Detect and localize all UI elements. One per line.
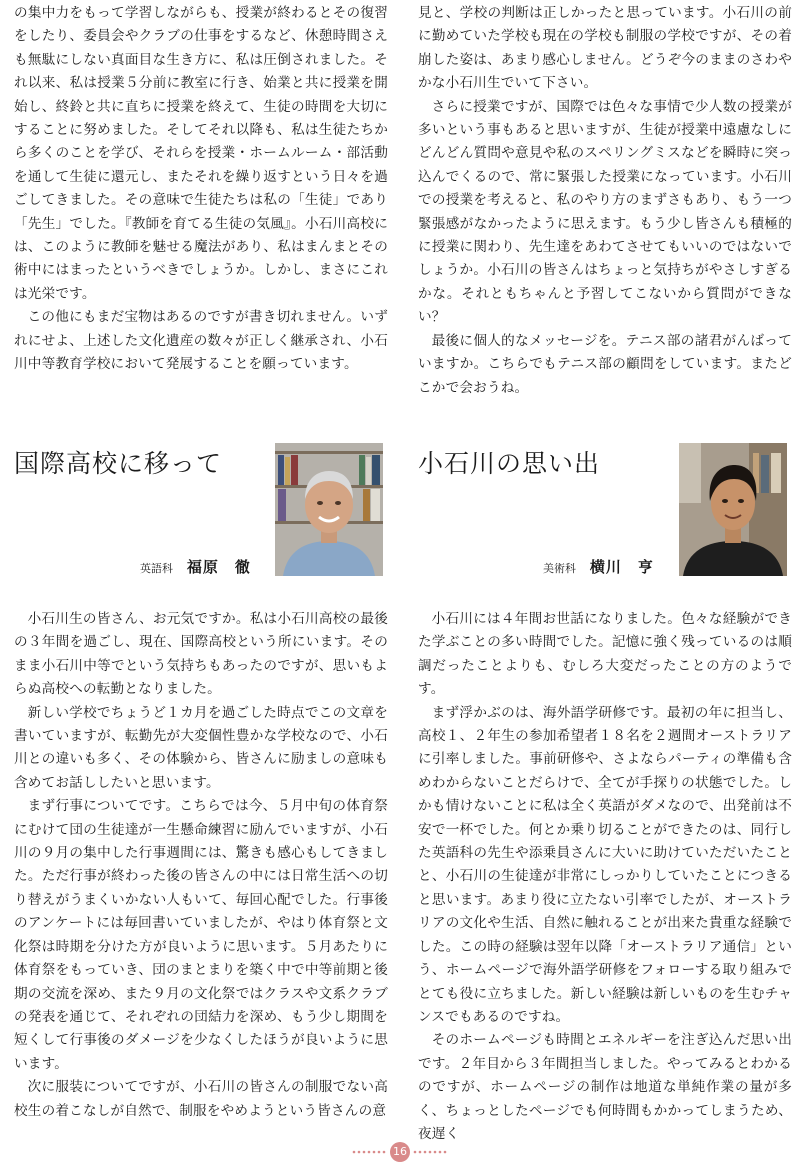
paragraph: 次に服装についてですが、小石川の皆さんの制服でない高校生の着こなしが自然で、制服をやめようという皆さんの意: [14, 1079, 388, 1119]
paragraph: そのホームページも時間とエネルギーを注ぎ込んだ思い出です。２年目から３年間担当しました。やってみるとわかるのですが、ホームページの制作は地道な単純作業の量が多く、ちょっとしたページでも何時間もかかってしまうため、夜遅く: [418, 1032, 792, 1142]
article-body-left: [14, 608, 388, 1123]
article-title-right: 小石川の思い出: [418, 449, 601, 478]
portrait-photo-icon: [275, 443, 383, 576]
paragraph: 小石川には４年間お世話になりました。色々な経験ができた学ぶことの多い時間でした。記憶に強く残っているのは順調だったことよりも、むしろ大変だったことの方のようです。: [418, 611, 792, 698]
author-photo-right: [679, 443, 787, 576]
left-top-continuation: [14, 2, 388, 377]
author-subject: 美術科: [543, 562, 576, 575]
paragraph: 見と、学校の判断は正しかったと思っています。小石川の前に勤めていた学校も現在の学校も制服の学校ですが、その着崩した姿は、あまり感心しません。どうぞ今のままのさわやかな小石川生でいて下さい。: [418, 5, 792, 92]
paragraph: まず浮かぶのは、海外語学研修です。最初の年に担当し、高校１、２年生の参加希望者１８名を２週間オーストラリアに引率しました。事前研修や、さよならパーティの準備も含めわからないことだらけで、全てが手探りの状態でした。しかも情けないことに私は全く英語がダメなので、出発前は不安で一杯でした。何とか乗り切ることができたのは、同行した英語科の先生や添乗員さんに大いに助けていただいたことと、小石川の生徒達が非常にしっかりしていたことにつきると思います。あまり役に立たない引率でしたが、オーストラリアの文化や生活、自然に触れることが出来た貴重な経験でした。この時の経験は翌年以降「オーストラリア通信」という、ホームページで海外語学研修をフォローする取り組みでとても役に立ちました。新しい経験は新しいものを生むチャンスでもあるのですね。: [418, 704, 792, 1025]
right-top-continuation: [418, 2, 792, 400]
paragraph: 新しい学校でちょうど１カ月を過ごした時点でこの文章を書いていますが、転勤先が大変個性豊かな学校なので、小石川との違いも多く、その体験から、皆さんに励ましの意味も含めてお話ししたいと思います。: [14, 704, 388, 791]
dotted-rule-left-icon: [352, 1150, 388, 1154]
paragraph: 最後に個人的なメッセージを。テニス部の諸君がんばっていますか。こちらでもテニス部の顧問をしています。またどこかで会おうね。: [418, 332, 792, 396]
paragraph: の集中力をもって学習しながらも、授業が終わるとその復習をしたり、委員会やクラブの仕事をするなど、休憩時間さえも無駄にしない真面目な生き方に、私は圧倒されました。それ以来、私は授業５分前に教室に行き、始業と共に授業を開始し、終鈴と共に直ちに授業を終えて、生徒の時間を大切にすることに努めました。そしてそれ以降も、私は生徒たちから多くのことを学び、それらを授業・ホームルーム・部活動を通して生徒に還元し、またそれを繰り返すという日々を過ごしてきました。その意味で生徒たちは私の「生徒」であり「先生」でした。『教師を育てる生徒の気風』。小石川高校には、このように教師を魅せる魔法があり、私はまんまとその術中にはまったというべきでしょうか。しかし、まさにこれは光栄です。: [14, 5, 388, 302]
author-subject: 英語科: [140, 562, 173, 575]
paragraph: さらに授業ですが、国際では色々な事情で少人数の授業が多いという事もあると思いますが、生徒が授業中遠慮なしにどんどん質問や意見や私のスペリングミスなどを瞬時に突っ込んでくるので、常に緊張した授業になっています。小石川での授業を考えると、私のやり方のまずさもあり、もう一つ緊張感がなかったように思えます。もう少し皆さんも積極的に授業に関わり、先生達をあわてさせてもいいのではないでしょうか。小石川の皆さんはちょっと気持ちがやさしすぎるかな。それともちゃんと予習してこないから質問ができない？: [418, 98, 792, 326]
author-name: 横川 亨: [589, 558, 654, 576]
page-footer: [0, 1142, 800, 1162]
author-photo-left: [275, 443, 383, 576]
page-number: 16: [390, 1142, 410, 1162]
author-name: 福原 徹: [186, 558, 251, 576]
paragraph: この他にもまだ宝物はあるのですが書き切れません。いずれにせよ、上述した文化遺産の数々が正しく継承され、小石川中等教育学校において発展することを願っています。: [14, 309, 388, 373]
dotted-rule-right-icon: [413, 1150, 449, 1154]
article-title-left: 国際高校に移って: [14, 449, 223, 478]
portrait-photo-icon: [679, 443, 787, 576]
paragraph: 小石川生の皆さん、お元気ですか。私は小石川高校の最後の３年間を過ごし、現在、国際高校という所にいます。そのまま小石川中等でという気持ちもあったのですが、思いもよらぬ高校への転勤となりました。: [14, 611, 388, 698]
article-body-right: [418, 608, 792, 1146]
byline-left: [140, 556, 251, 577]
byline-right: [543, 556, 654, 577]
paragraph: まず行事についてです。こちらでは今、５月中旬の体育祭にむけて団の生徒達が一生懸命練習に励んでいますが、小石川の９月の集中した行事週間には、驚きも感心もしてきました。ただ行事が終わった後の皆さんの中には日常生活への切り替えがうまくいかない人もいて、毎回心配でした。行事後のアンケートには毎回書いていましたが、やはり体育祭と文化祭は時期を分けた方が良いように思います。５月あたりに体育祭をもっていき、団のまとまりを築く中で中等前期と後期の交流を深め、また９月の文化祭ではクラスや文系クラブの発表を通じて、それぞれの団結力を深め、もう少し期間を短くして行事後のダメージを少なくしたほうが良いように思います。: [14, 798, 388, 1072]
